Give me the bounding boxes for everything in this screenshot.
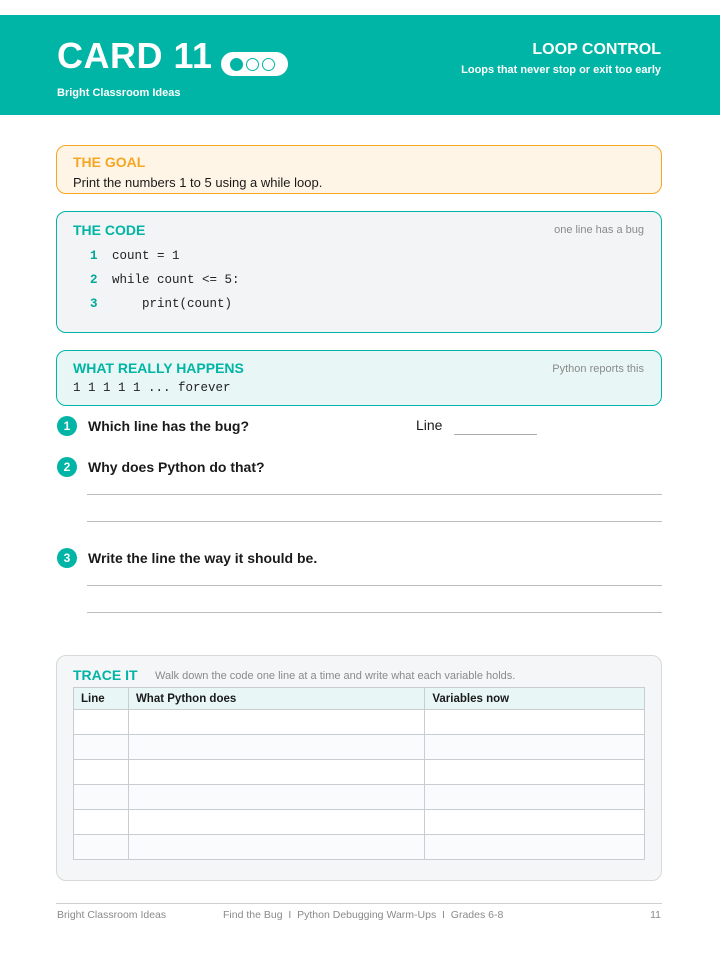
column-header-line: Line bbox=[74, 688, 129, 710]
trace-cell-action[interactable] bbox=[128, 835, 424, 860]
difficulty-dot-1 bbox=[230, 58, 243, 71]
column-header-variables: Variables now bbox=[425, 688, 645, 710]
difficulty-indicator bbox=[221, 52, 288, 76]
goal-box bbox=[56, 145, 662, 194]
card-header bbox=[0, 15, 720, 115]
brand-name: Bright Classroom Ideas bbox=[57, 87, 181, 99]
answer-blank[interactable] bbox=[454, 434, 537, 435]
code-line bbox=[90, 249, 180, 263]
trace-cell-action[interactable] bbox=[128, 735, 424, 760]
goal-text: Print the numbers 1 to 5 using a while loop. bbox=[73, 175, 323, 190]
question-number-badge: 1 bbox=[57, 416, 77, 436]
footer-divider bbox=[56, 903, 662, 904]
line-number: 3 bbox=[90, 297, 98, 311]
trace-label: TRACE IT bbox=[73, 667, 138, 683]
footer-series: Find the Bug I Python Debugging Warm-Ups I Grades 6-8 bbox=[223, 909, 504, 921]
code-label: THE CODE bbox=[73, 222, 146, 238]
trace-cell-action[interactable] bbox=[128, 710, 424, 735]
trace-cell-variables[interactable] bbox=[425, 710, 645, 735]
trace-cell-variables[interactable] bbox=[425, 785, 645, 810]
question-2 bbox=[57, 457, 265, 477]
trace-cell-variables[interactable] bbox=[425, 810, 645, 835]
card-title: CARD 11 bbox=[57, 35, 213, 76]
trace-cell-variables[interactable] bbox=[425, 760, 645, 785]
trace-cell-line[interactable] bbox=[74, 810, 129, 835]
question-text: Write the line the way it should be. bbox=[88, 550, 318, 566]
footer-brand: Bright Classroom Ideas bbox=[57, 909, 167, 921]
trace-cell-action[interactable] bbox=[128, 810, 424, 835]
trace-row bbox=[74, 785, 645, 810]
trace-header-row bbox=[74, 688, 645, 710]
trace-row bbox=[74, 810, 645, 835]
answer-line[interactable] bbox=[87, 494, 662, 495]
output-box bbox=[56, 350, 662, 406]
topic-title: LOOP CONTROL bbox=[532, 41, 661, 58]
trace-cell-line[interactable] bbox=[74, 760, 129, 785]
trace-cell-variables[interactable] bbox=[425, 735, 645, 760]
answer-line[interactable] bbox=[87, 585, 662, 586]
line-number: 2 bbox=[90, 273, 98, 287]
answer-line[interactable] bbox=[87, 612, 662, 613]
trace-cell-variables[interactable] bbox=[425, 835, 645, 860]
code-line bbox=[90, 297, 232, 311]
topic-subtitle: Loops that never stop or exit too early bbox=[461, 64, 661, 76]
code-text: print(count) bbox=[112, 297, 233, 311]
difficulty-dot-2 bbox=[246, 58, 259, 71]
goal-label: THE GOAL bbox=[73, 154, 146, 170]
trace-row bbox=[74, 760, 645, 785]
question-number-badge: 3 bbox=[57, 548, 77, 568]
trace-cell-line[interactable] bbox=[74, 710, 129, 735]
trace-instructions: Walk down the code one line at a time and write what each variable holds. bbox=[155, 670, 516, 682]
code-text: count = 1 bbox=[112, 249, 180, 263]
output-label: WHAT REALLY HAPPENS bbox=[73, 360, 244, 376]
answer-line[interactable] bbox=[87, 521, 662, 522]
trace-table bbox=[73, 687, 645, 860]
program-output: 1 1 1 1 1 ... forever bbox=[73, 381, 231, 395]
question-1 bbox=[57, 416, 249, 436]
question-text: Why does Python do that? bbox=[88, 459, 265, 475]
code-text: while count <= 5: bbox=[112, 273, 240, 287]
trace-cell-action[interactable] bbox=[128, 785, 424, 810]
trace-row bbox=[74, 735, 645, 760]
output-note: Python reports this bbox=[552, 363, 644, 375]
column-header-action: What Python does bbox=[128, 688, 424, 710]
code-line bbox=[90, 273, 240, 287]
code-box bbox=[56, 211, 662, 333]
line-number: 1 bbox=[90, 249, 98, 263]
trace-cell-action[interactable] bbox=[128, 760, 424, 785]
trace-row bbox=[74, 710, 645, 735]
trace-cell-line[interactable] bbox=[74, 785, 129, 810]
trace-cell-line[interactable] bbox=[74, 835, 129, 860]
answer-line-label: Line bbox=[416, 417, 443, 433]
question-3 bbox=[57, 548, 317, 568]
question-number-badge: 2 bbox=[57, 457, 77, 477]
trace-row bbox=[74, 835, 645, 860]
difficulty-dot-3 bbox=[262, 58, 275, 71]
trace-box bbox=[56, 655, 662, 881]
trace-cell-line[interactable] bbox=[74, 735, 129, 760]
code-note: one line has a bug bbox=[554, 224, 644, 236]
page-number: 11 bbox=[650, 909, 661, 921]
question-text: Which line has the bug? bbox=[88, 418, 249, 434]
